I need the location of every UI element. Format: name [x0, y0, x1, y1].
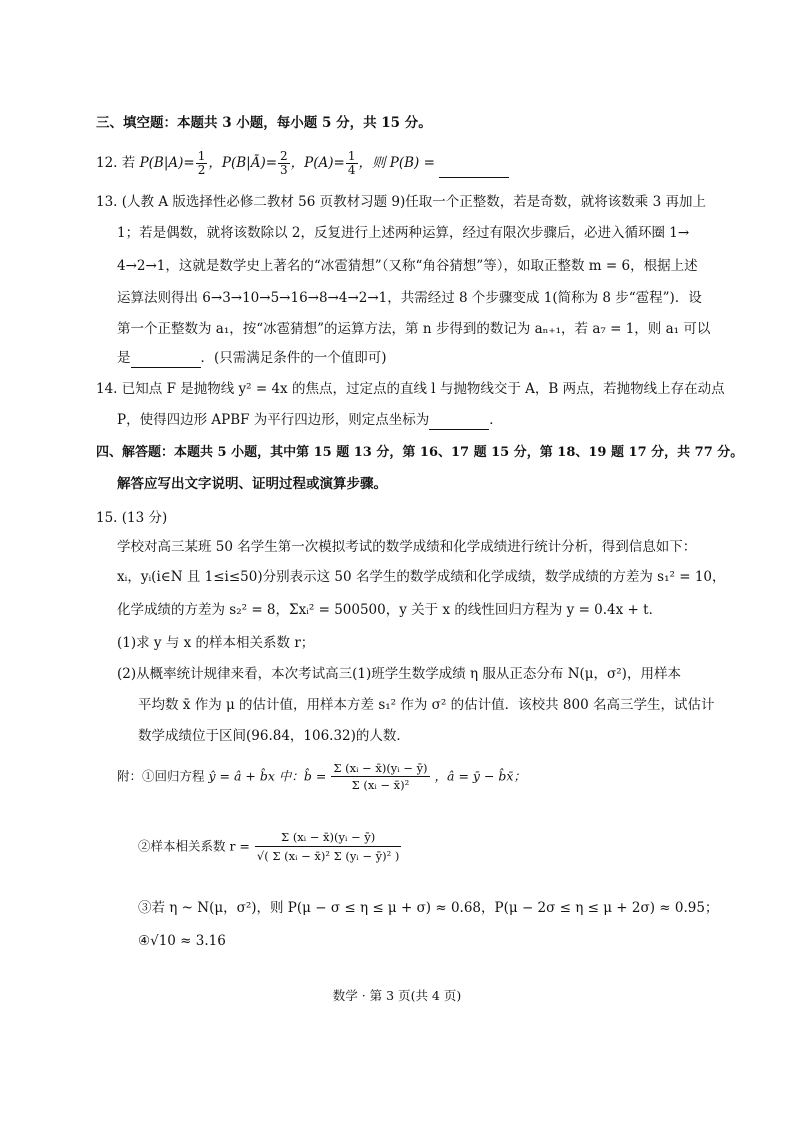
regression-equation: ŷ = â + b̂x 中：b̂ = [208, 768, 327, 784]
question-15-line-3: 化学成绩的方差为 s₂² = 8，Σxᵢ² = 500500，y 关于 x 的线性回归方程为 y = 0.4x + t． [117, 602, 663, 618]
question-12-expr-3: ，P(A)= [290, 155, 345, 171]
question-13-line-3: 4→2→1，这就是数学史上著名的“冰雹猜想”（又称“角谷猜想”等），如取正整数 m = 6，根据上述 [117, 258, 698, 274]
intercept-formula: ，â = ȳ − b̂x̄； [434, 768, 526, 784]
fraction-1-4: $\frac{1}{4}$ [347, 149, 356, 177]
question-15-part-2-line-1: (2)从概率统计规律来看，本次考试高三(1)班学生数学成绩 η 服从正态分布 N(μ，σ²)，用样本 [117, 666, 681, 682]
section-4-heading: 四、解答题：本题共 5 小题，其中第 15 题 13 分，第 16、17 题 15 分，第 18、19 题 17 分，共 77 分。 [96, 445, 744, 460]
question-15-part-1: (1)求 y 与 x 的样本相关系数 r； [117, 635, 315, 651]
question-15-part-2-line-3: 数学成绩位于区间(96.84，106.32)的人数． [138, 728, 410, 744]
note-4-sqrt: ④√10 ≈ 3.16 [138, 933, 226, 949]
note-label: 附：①回归方程 [117, 768, 205, 784]
question-13-line-2: 1；若是偶数，就将该数除以 2，反复进行上述两种运算，经过有限次步骤后，必进入循环圈 1→ [117, 225, 690, 241]
section-3-heading: 三、填空题：本题共 3 小题，每小题 5 分，共 15 分。 [96, 115, 432, 131]
fraction-2-3: $\frac{2}{3}$ [280, 149, 288, 177]
question-12-number: 12. [96, 155, 118, 171]
correlation-fraction: $\frac{\text{Σ (xᵢ − x̄)(yᵢ − ȳ)}}{\text{√( Σ (xᵢ − x̄)² Σ (yᵢ − ȳ)² )}}$ [256, 830, 400, 863]
slope-fraction: $\frac{\text{Σ (xᵢ − x̄)(yᵢ − ȳ)}}{\text{Σ (xᵢ − x̄)²}}$ [333, 761, 428, 792]
section-4-subheading: 解答应写出文字说明、证明过程或演算步骤。 [117, 476, 387, 492]
question-12 [96, 148, 509, 178]
note-2-correlation [138, 828, 402, 865]
answer-blank-14[interactable] [429, 415, 489, 430]
question-14-number: 14. [96, 381, 118, 397]
question-15-line-2: xᵢ，yᵢ(i∈N 且 1≤i≤50)分别表示这 50 名学生的数学成绩和化学成绩，数学成绩的方差为 s₁² = 10， [117, 569, 726, 585]
question-15-line-1: 学校对高三某班 50 名学生第一次模拟考试的数学成绩和化学成绩进行统计分析，得到信息如下： [117, 539, 697, 555]
question-13-line-6: 是 ．(只需满足条件的一个值即可) [117, 350, 387, 366]
fraction-1-2: $\frac{1}{2}$ [197, 149, 206, 177]
question-14-line-2: P，使得四边形 APBF 为平行四边形，则定点坐标为 ． [117, 412, 503, 428]
correlation-label: ②样本相关系数 r = [138, 838, 250, 854]
question-12-prefix: 若 [121, 155, 136, 171]
question-12-expr-1: P(B|A)= [139, 155, 195, 171]
question-13-line-1: 13. (人教 A 版选择性必修二教材 56 页教材习题 9)任取一个正整数，若是奇数，就将该数乘 3 再加上 [96, 194, 706, 210]
note-1-regression [117, 760, 526, 793]
question-13-line-5: 第一个正整数为 a₁，按“冰雹猜想”的运算方法，第 n 步得到的数记为 aₙ₊₁，若 a₇ = 1，则 a₁ 可以 [117, 321, 711, 337]
question-13-line-4: 运算法则得出 6→3→10→5→16→8→4→2→1，共需经过 8 个步骤变成 1(简称为 8 步“雹程”)．设 [117, 290, 702, 306]
answer-blank-12[interactable] [439, 163, 509, 178]
question-15-label: 15. (13 分) [96, 510, 168, 526]
note-3-normal: ③若 η ~ N(μ，σ²)，则 P(μ − σ ≤ η ≤ μ + σ) ≈ 0.68，P(μ − 2σ ≤ η ≤ μ + 2σ) ≈ 0.95； [138, 900, 719, 916]
question-15-part-2-line-2: 平均数 x̄ 作为 μ 的估计值，用样本方差 s₁² 作为 σ² 的估计值．该校共 800 名高三学生，试估计 [138, 697, 715, 713]
answer-blank-13[interactable] [131, 353, 201, 368]
question-14-line-1: 14. 已知点 F 是抛物线 y² = 4x 的焦点，过定点的直线 l 与抛物线交于 A，B 两点，若抛物线上存在动点 [96, 381, 725, 397]
question-12-expr-4: ，则 P(B) = [358, 155, 435, 171]
question-12-expr-2: ，P(B|Ā)= [208, 155, 278, 171]
question-13-number: 13. [96, 194, 118, 210]
page-footer: 数学 · 第 3 页(共 4 页) [332, 988, 462, 1003]
